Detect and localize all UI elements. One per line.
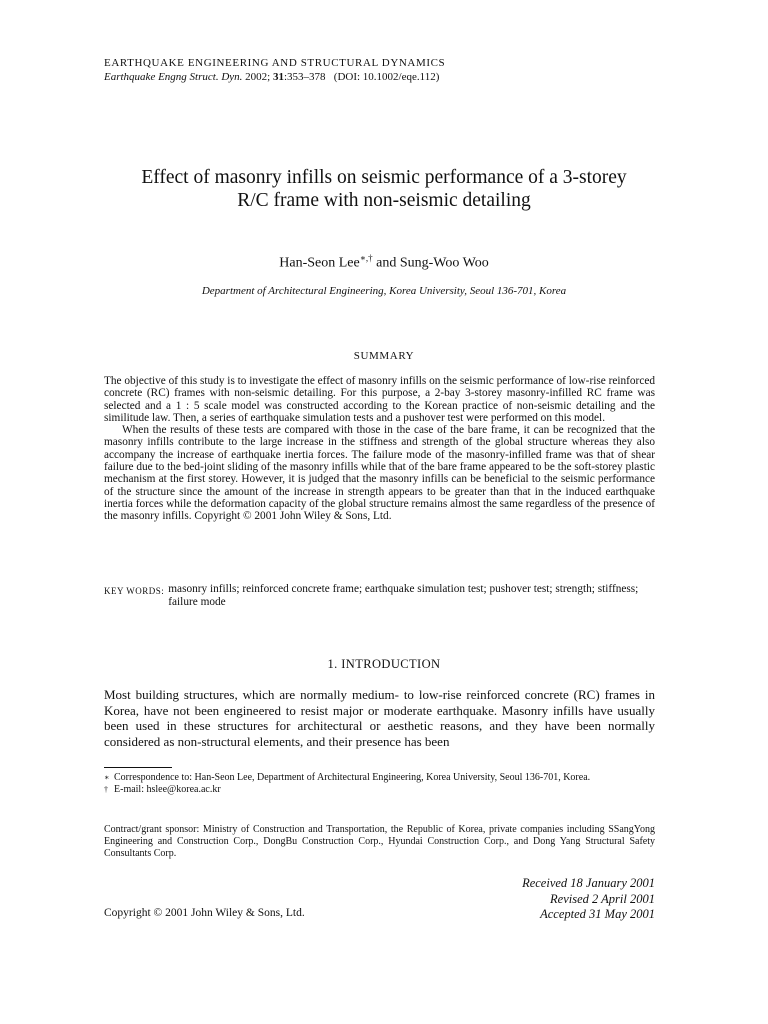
title-line-1: Effect of masonry infills on seismic performance of a 3-storey: [141, 167, 627, 188]
keywords-label: KEY WORDS:: [104, 586, 165, 596]
footnote-mark: ∗: [104, 773, 110, 782]
author-conjunction: and: [372, 255, 400, 271]
citation-doi: (DOI: 10.1002/eqe.112): [333, 71, 440, 83]
citation-year: 2002;: [245, 71, 271, 83]
summary-heading: SUMMARY: [353, 350, 415, 362]
date-received: Received 18 January 2001: [522, 876, 655, 890]
introduction-paragraph: Most building structures, which are normally medium- to low-rise reinforced concrete (RC) frames in Korea, have not been engineered to resist major or moderate earthquake. Masonry infills have usually been used in these structures for architectural or aesthetic reasons, and they have been normally considered as non-structural elements, and their presence has been: [104, 687, 655, 749]
summary-body: [104, 375, 655, 523]
grant-sponsor: Contract/grant sponsor: Ministry of Construction and Transportation, the Republic of Korea, private companies including SSangYong Engineering and Construction Corp., DongBu Construction Corp., Hyundai Construction Corp., and Dong Yang Structural Safety Consultants Corp.: [104, 824, 655, 859]
date-revised: Revised 2 April 2001: [550, 891, 655, 906]
author-2: Sung-Woo Woo: [399, 255, 489, 271]
author-1-marks: ∗,†: [359, 253, 373, 263]
manuscript-dates: [455, 876, 655, 923]
introduction-body: [104, 687, 655, 749]
footnote-mark: †: [104, 784, 108, 794]
footnote-text: E-mail: hslee@korea.ac.kr: [114, 783, 221, 795]
author-1: Han-Seon Lee: [279, 255, 360, 271]
keywords-text: masonry infills; reinforced concrete frame; earthquake simulation test; pushover test; strength; stiffness; failure mode: [168, 583, 639, 608]
section-heading-introduction: 1. INTRODUCTION: [327, 657, 441, 671]
footnote-rule: [104, 767, 172, 768]
footnote-text: Correspondence to: Han-Seon Lee, Department of Architectural Engineering, Korea University, Seoul 136-701, Korea.: [114, 772, 591, 783]
affiliation: Department of Architectural Engineering, Korea University, Seoul 136-701, Korea: [201, 285, 567, 297]
copyright-notice: Copyright © 2001 John Wiley & Sons, Ltd.: [104, 907, 305, 919]
footnotes: [104, 772, 655, 795]
citation-pages: :353–378: [283, 71, 326, 83]
keywords: [104, 583, 655, 609]
paper-title: [60, 166, 708, 212]
date-accepted: Accepted 31 May 2001: [540, 907, 655, 921]
summary-paragraph-2: When the results of these tests are compared with those in the case of the bare frame, it can be recognized that the masonry infills contribute to the large increase in the stiffness and strength of the global structure whereas they also accompany the increase of earthquake inertia forces. The failure mode of the masonry-infilled frame was that of shear failure due to the bed-joint sliding of the masonry infills while that of the bare frame appeared to be the soft-storey plastic mechanism at the first storey. However, it is judged that the masonry infills can be beneficial to the seismic performance of the structure since the amount of the increase in strength appears to be greater than that in the induced earthquake inertia forces while the deformation capacity of the global structure remains almost the same regardless of the presence of the masonry infills. Copyright © 2001 John Wiley & Sons, Ltd.: [104, 424, 655, 523]
summary-paragraph-1: The objective of this study is to investigate the effect of masonry infills on the seismic performance of low-rise reinforced concrete (RC) frames with non-seismic detailing. For this purpose, a 2-bay 3-storey masonry-infilled RC frame was selected and a 1 : 5 scale model was constructed according to the Korean practice of non-seismic detailing and the similitude law. Then, a series of earthquake simulation tests and a pushover test were performed on this model.: [104, 375, 655, 424]
journal-name: EARTHQUAKE ENGINEERING AND STRUCTURAL DYNAMICS: [104, 57, 446, 69]
footnote-email: [104, 784, 655, 796]
citation-line: [104, 71, 439, 83]
citation-journal: Earthquake Engng Struct. Dyn.: [104, 71, 243, 83]
author-list: [60, 253, 708, 272]
footnote-correspondence: [104, 772, 655, 784]
title-line-2: R/C frame with non-seismic detailing: [237, 190, 531, 211]
citation-volume: 31: [272, 71, 284, 83]
